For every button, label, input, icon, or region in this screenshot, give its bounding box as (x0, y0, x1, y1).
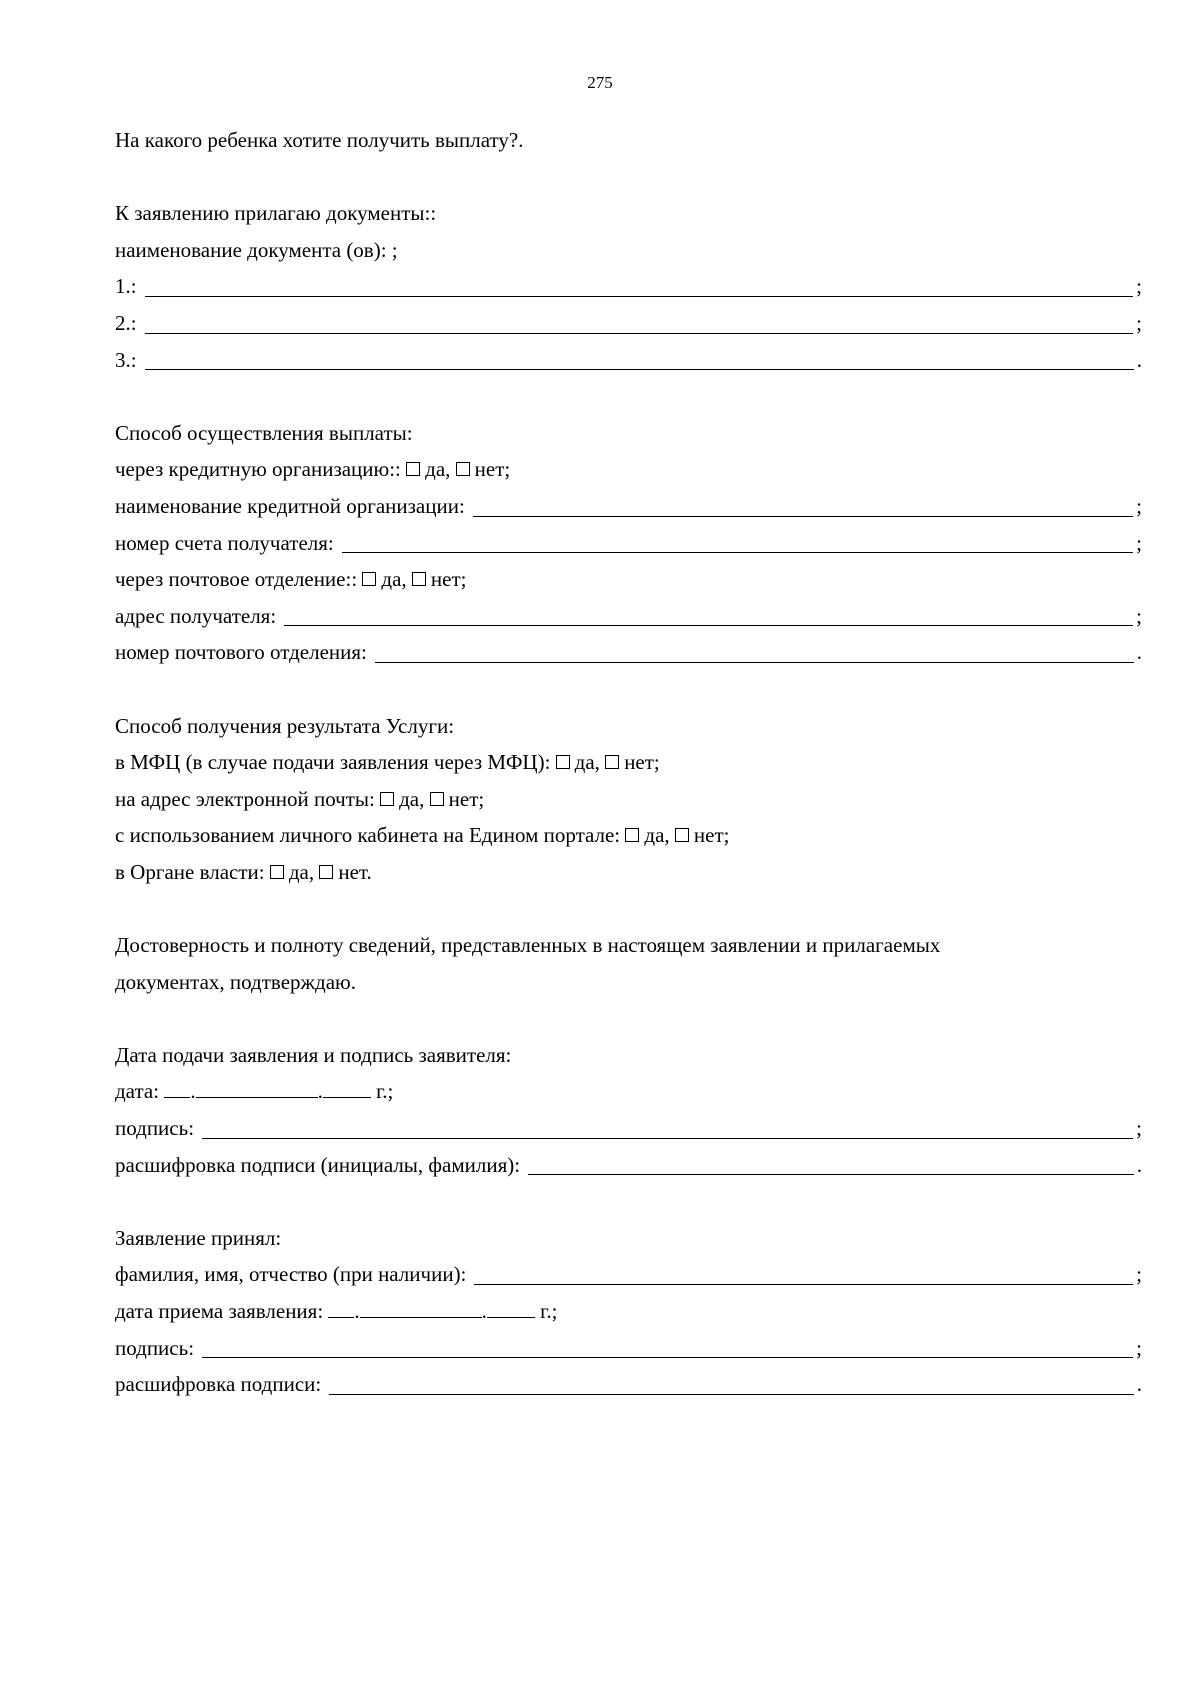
confirmation-text-2: документах, подтверждаю. (115, 969, 356, 994)
payment-heading-text: Способ осуществления выплаты: (115, 420, 413, 445)
checkbox[interactable] (319, 865, 333, 879)
checkbox[interactable] (625, 828, 639, 842)
address-field[interactable] (284, 603, 1133, 626)
checkbox[interactable] (556, 755, 570, 769)
date-suffix: г.; (540, 1299, 558, 1323)
line-end: . (1136, 1372, 1142, 1397)
line-end: ; (1136, 1262, 1142, 1287)
checkbox[interactable] (406, 462, 420, 476)
decoding-field[interactable] (528, 1152, 1134, 1175)
option-no: нет; (693, 823, 730, 848)
checkbox[interactable] (270, 865, 284, 879)
attachments-name-label (115, 232, 1142, 269)
bank-name-label: наименование кредитной организации: (115, 493, 465, 518)
attachment-field-3[interactable] (145, 347, 1134, 370)
attachment-label-1: 1.: (115, 274, 137, 299)
date-label: дата приема заявления: (115, 1299, 324, 1323)
bank-name-line (115, 488, 1142, 525)
result-option-mfc (115, 744, 1142, 781)
spacer (115, 378, 1142, 415)
attachment-line-3 (115, 342, 1142, 379)
result-option-label: с использованием личного кабинета на Едином портале: (115, 823, 621, 848)
line-end: ; (1136, 1335, 1142, 1360)
checkbox[interactable] (412, 572, 426, 586)
payment-credit-label: через кредитную организацию:: (115, 457, 401, 482)
account-line (115, 525, 1142, 562)
address-label: адрес получателя: (115, 603, 277, 628)
child-question-text: На какого ребенка хотите получить выплату?. (115, 128, 524, 152)
checkbox[interactable] (430, 792, 444, 806)
option-yes: да, (288, 859, 315, 884)
post-office-field[interactable] (375, 640, 1134, 663)
date-label: дата: (115, 1079, 160, 1104)
child-question (115, 122, 1142, 159)
option-no: нет. (338, 859, 372, 884)
option-yes: да, (399, 786, 425, 811)
spacer (115, 159, 1142, 196)
decoding-field[interactable] (329, 1372, 1134, 1395)
payment-heading (115, 415, 1142, 452)
result-heading (115, 708, 1142, 745)
signature-label: подпись: (115, 1335, 195, 1360)
line-end: ; (1136, 310, 1142, 335)
result-option-email (115, 781, 1142, 818)
line-end: . (1136, 640, 1142, 665)
receiver-heading-text: Заявление принял: (115, 1225, 282, 1250)
day-field[interactable] (328, 1297, 354, 1318)
signature-field[interactable] (202, 1335, 1133, 1358)
fio-label: фамилия, имя, отчество (при наличии): (115, 1262, 467, 1287)
result-option-label: в Органе власти: (115, 859, 265, 884)
form-content (115, 122, 1142, 1403)
spacer (115, 1000, 1142, 1037)
receiver-signature-line (115, 1330, 1142, 1367)
checkbox[interactable] (456, 462, 470, 476)
result-heading-text: Способ получения результата Услуги: (115, 713, 455, 738)
option-yes: да, (574, 750, 600, 775)
page-number: 275 (587, 73, 613, 92)
attachments-heading-text: К заявлению прилагаю документы:: (115, 201, 437, 226)
spacer (115, 671, 1142, 708)
payment-post-line (115, 561, 1142, 598)
option-no: нет; (430, 567, 467, 592)
post-office-label: номер почтового отделения: (115, 640, 367, 665)
line-end: . (1136, 1152, 1142, 1177)
attachment-field-1[interactable] (145, 274, 1134, 297)
option-yes: да, (425, 457, 451, 482)
result-option-label: на адрес электронной почты: (115, 786, 375, 811)
address-line (115, 598, 1142, 635)
payment-post-label: через почтовое отделение:: (115, 567, 358, 592)
result-option-label: в МФЦ (в случае подачи заявления через МФЦ): (115, 750, 551, 775)
spacer (115, 1183, 1142, 1220)
result-option-authority (115, 854, 1142, 891)
confirmation-line-1 (115, 927, 1142, 964)
result-option-portal (115, 817, 1142, 854)
checkbox[interactable] (380, 792, 394, 806)
year-field[interactable] (323, 1077, 371, 1098)
line-end: ; (1136, 603, 1142, 628)
month-field[interactable] (360, 1297, 482, 1318)
option-no: нет; (624, 750, 660, 775)
attachment-field-2[interactable] (145, 311, 1134, 334)
receiver-heading (115, 1220, 1142, 1257)
line-end: ; (1136, 530, 1142, 555)
month-field[interactable] (196, 1077, 318, 1098)
attachment-label-2: 2.: (115, 310, 137, 335)
signature-field[interactable] (202, 1116, 1133, 1139)
spacer (115, 890, 1142, 927)
attachment-label-3: 3.: (115, 347, 137, 372)
applicant-signature-line (115, 1110, 1142, 1147)
receiver-decoding-line (115, 1366, 1142, 1403)
confirmation-line-2 (115, 964, 1142, 1001)
checkbox[interactable] (605, 755, 619, 769)
attachments-name-label-text: наименование документа (ов): ; (115, 237, 398, 262)
line-end: . (1136, 347, 1142, 372)
account-label: номер счета получателя: (115, 530, 334, 555)
decoding-label: расшифровка подписи (инициалы, фамилия): (115, 1152, 521, 1177)
applicant-heading (115, 1037, 1142, 1074)
signature-label: подпись: (115, 1116, 195, 1141)
fio-field[interactable] (474, 1262, 1133, 1285)
receiver-date-line: дата приема заявления: . . г.; (115, 1293, 1142, 1330)
checkbox[interactable] (675, 828, 689, 842)
date-suffix: г.; (376, 1079, 394, 1104)
confirmation-text-1: Достоверность и полноту сведений, представленных в настоящем заявлении и прилагаемых (115, 933, 941, 958)
line-end: ; (1136, 493, 1142, 518)
option-no: нет; (474, 457, 511, 482)
line-end: ; (1136, 1116, 1142, 1141)
payment-credit-line (115, 451, 1142, 488)
bank-name-field[interactable] (473, 494, 1133, 517)
option-yes: да, (381, 567, 407, 592)
option-yes: да, (644, 823, 670, 848)
day-field[interactable] (164, 1077, 190, 1098)
option-no: нет; (448, 786, 485, 811)
checkbox[interactable] (362, 572, 376, 586)
applicant-heading-text: Дата подачи заявления и подпись заявителя: (115, 1042, 512, 1067)
attachment-line-1 (115, 268, 1142, 305)
attachments-heading (115, 195, 1142, 232)
account-field[interactable] (342, 530, 1133, 553)
applicant-decoding-line (115, 1147, 1142, 1184)
applicant-date-line: дата: . . г.; (115, 1073, 1142, 1110)
decoding-label: расшифровка подписи: (115, 1372, 322, 1397)
post-office-line (115, 634, 1142, 671)
line-end: ; (1136, 274, 1142, 299)
attachment-line-2 (115, 305, 1142, 342)
receiver-fio-line (115, 1256, 1142, 1293)
year-field[interactable] (487, 1297, 535, 1318)
